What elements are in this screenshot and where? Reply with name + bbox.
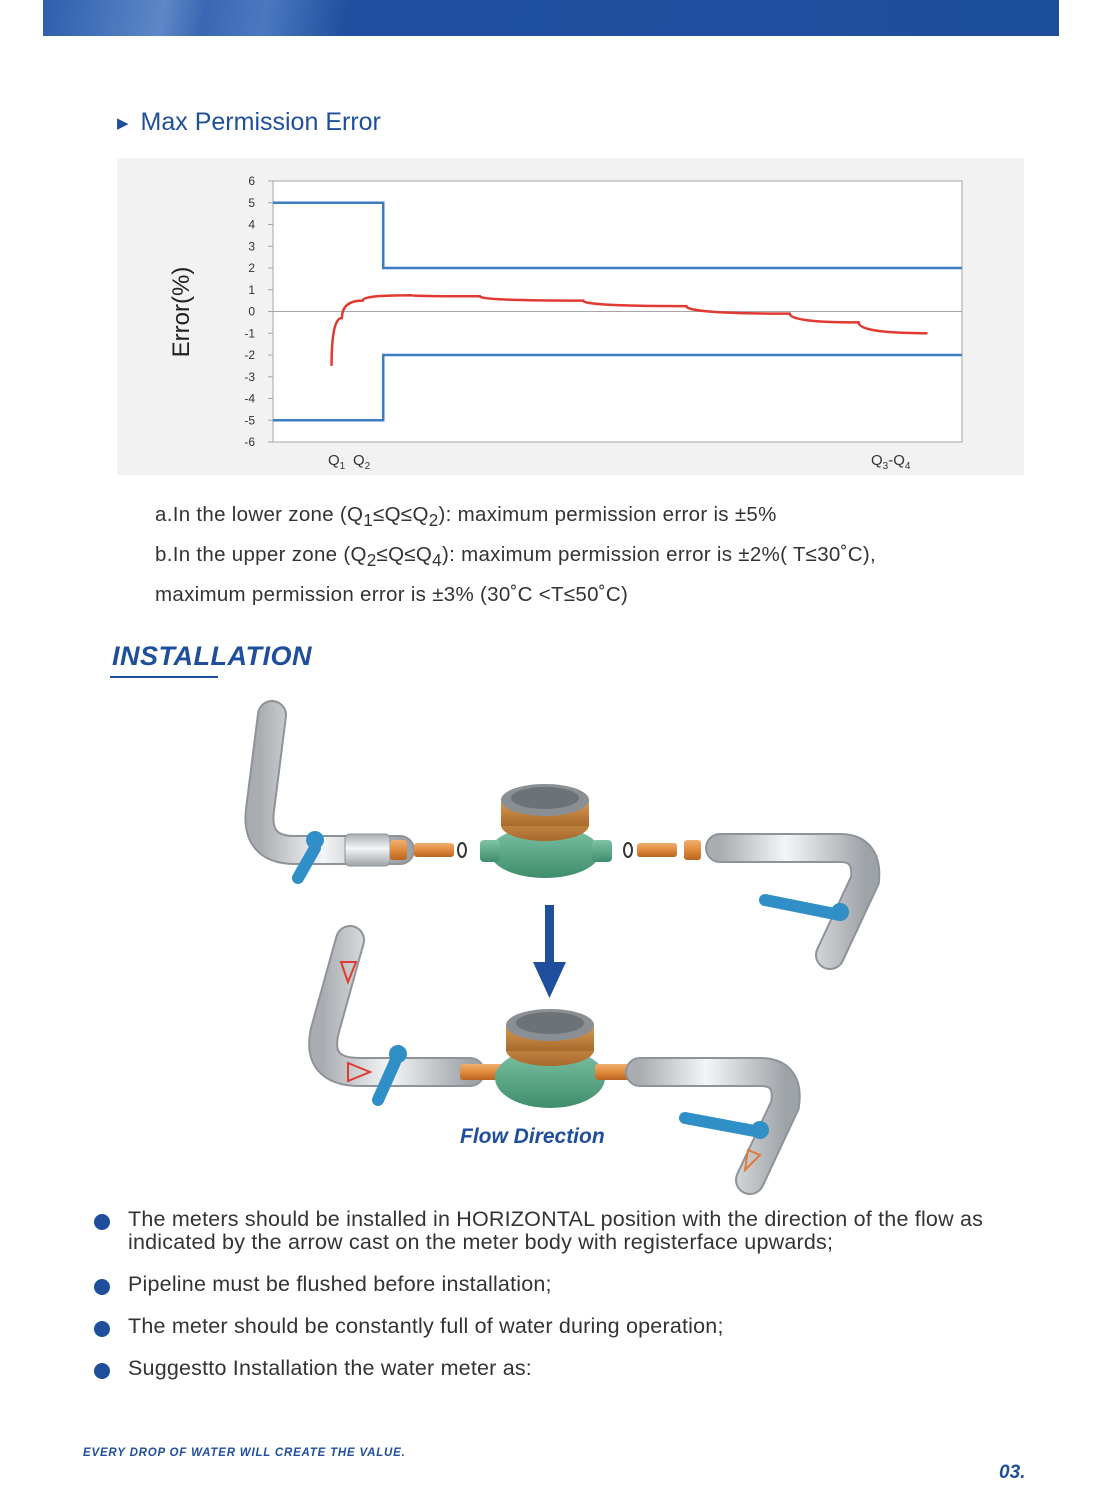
y-tick-label: -3 xyxy=(244,369,255,384)
left-gasket xyxy=(458,843,466,857)
note-lower-zone: a.In the lower zone $(Q_1\le Q\le Q_2)$: maximum permission error is ±5% xyxy=(155,503,777,531)
bullet-dot-icon xyxy=(94,1363,110,1379)
error-notes xyxy=(155,498,876,612)
top-banner xyxy=(43,0,1059,36)
outlet-valve-handle xyxy=(685,1118,760,1132)
bullet-dot-icon xyxy=(94,1279,110,1295)
y-tick-label: 6 xyxy=(248,174,255,188)
y-tick-label: 0 xyxy=(248,304,255,319)
bullet-item: The meters should be installed in HORIZONTAL position with the direction of the flow as indicated by the arrow cast on the meter body with registerface upwards; xyxy=(92,1208,1022,1254)
section-title xyxy=(117,108,381,137)
error-chart-svg xyxy=(117,158,1024,475)
left-valve-knob xyxy=(306,831,324,849)
triangle-marker-icon: ▶ xyxy=(117,114,129,132)
right-union-nut xyxy=(684,840,701,860)
x-label-q2: $Q_2$ xyxy=(353,452,371,472)
page-number: 03. xyxy=(999,1462,1026,1483)
y-tick-label: -1 xyxy=(244,326,255,341)
assembly-arrow-icon xyxy=(533,905,566,998)
flow-direction-label: Flow Direction xyxy=(460,1125,605,1148)
y-tick-label: -4 xyxy=(244,391,255,406)
note-upper-zone: b.In the upper zone $(Q_2\le Q\le Q_4)$: maximum permission error is ±2%( T≤30˚C), xyxy=(155,543,876,571)
y-tick-label: 3 xyxy=(248,239,255,254)
right-gasket xyxy=(624,843,632,857)
bullet-item: Pipeline must be flushed before installation; xyxy=(92,1273,1022,1296)
y-tick-label: -6 xyxy=(244,435,255,449)
y-tick-label: 5 xyxy=(248,195,255,210)
bullet-item: Suggestto Installation the water meter as: xyxy=(92,1357,1022,1380)
x-label-q1: $Q_1$ xyxy=(328,452,346,472)
installation-heading: INSTALLATION xyxy=(112,641,312,671)
note-high-temp: maximum permission error is ±3% (30˚C <T≤50˚C) xyxy=(155,583,629,607)
bullet-dot-icon xyxy=(94,1214,110,1230)
y-axis-label: Error(%) xyxy=(168,266,195,358)
right-valve-knob xyxy=(831,903,849,921)
exploded-assembly xyxy=(259,715,865,955)
left-union-nut xyxy=(390,840,407,860)
y-tick-label: 2 xyxy=(248,261,255,275)
y-tick-label: 4 xyxy=(248,217,255,232)
y-tick-label: -5 xyxy=(244,413,255,428)
installation-bullets xyxy=(92,1208,1022,1399)
right-valve-handle xyxy=(765,900,840,915)
section-title-text: Max Permission Error xyxy=(140,108,381,136)
y-tick-label: 1 xyxy=(248,282,255,297)
right-tailpiece xyxy=(637,843,677,857)
left-tailpiece xyxy=(414,843,454,857)
y-tick-label: -2 xyxy=(244,348,255,362)
bullet-item: The meter should be constantly full of water during operation; xyxy=(92,1315,1022,1338)
bullet-dot-icon xyxy=(94,1321,110,1337)
footer-slogan: EVERY DROP OF WATER WILL CREATE THE VALUE. xyxy=(83,1447,406,1459)
error-chart xyxy=(117,158,1024,475)
installation-underline xyxy=(110,676,218,678)
x-label-q3-q4: $Q_3-Q_4$ xyxy=(871,452,911,472)
